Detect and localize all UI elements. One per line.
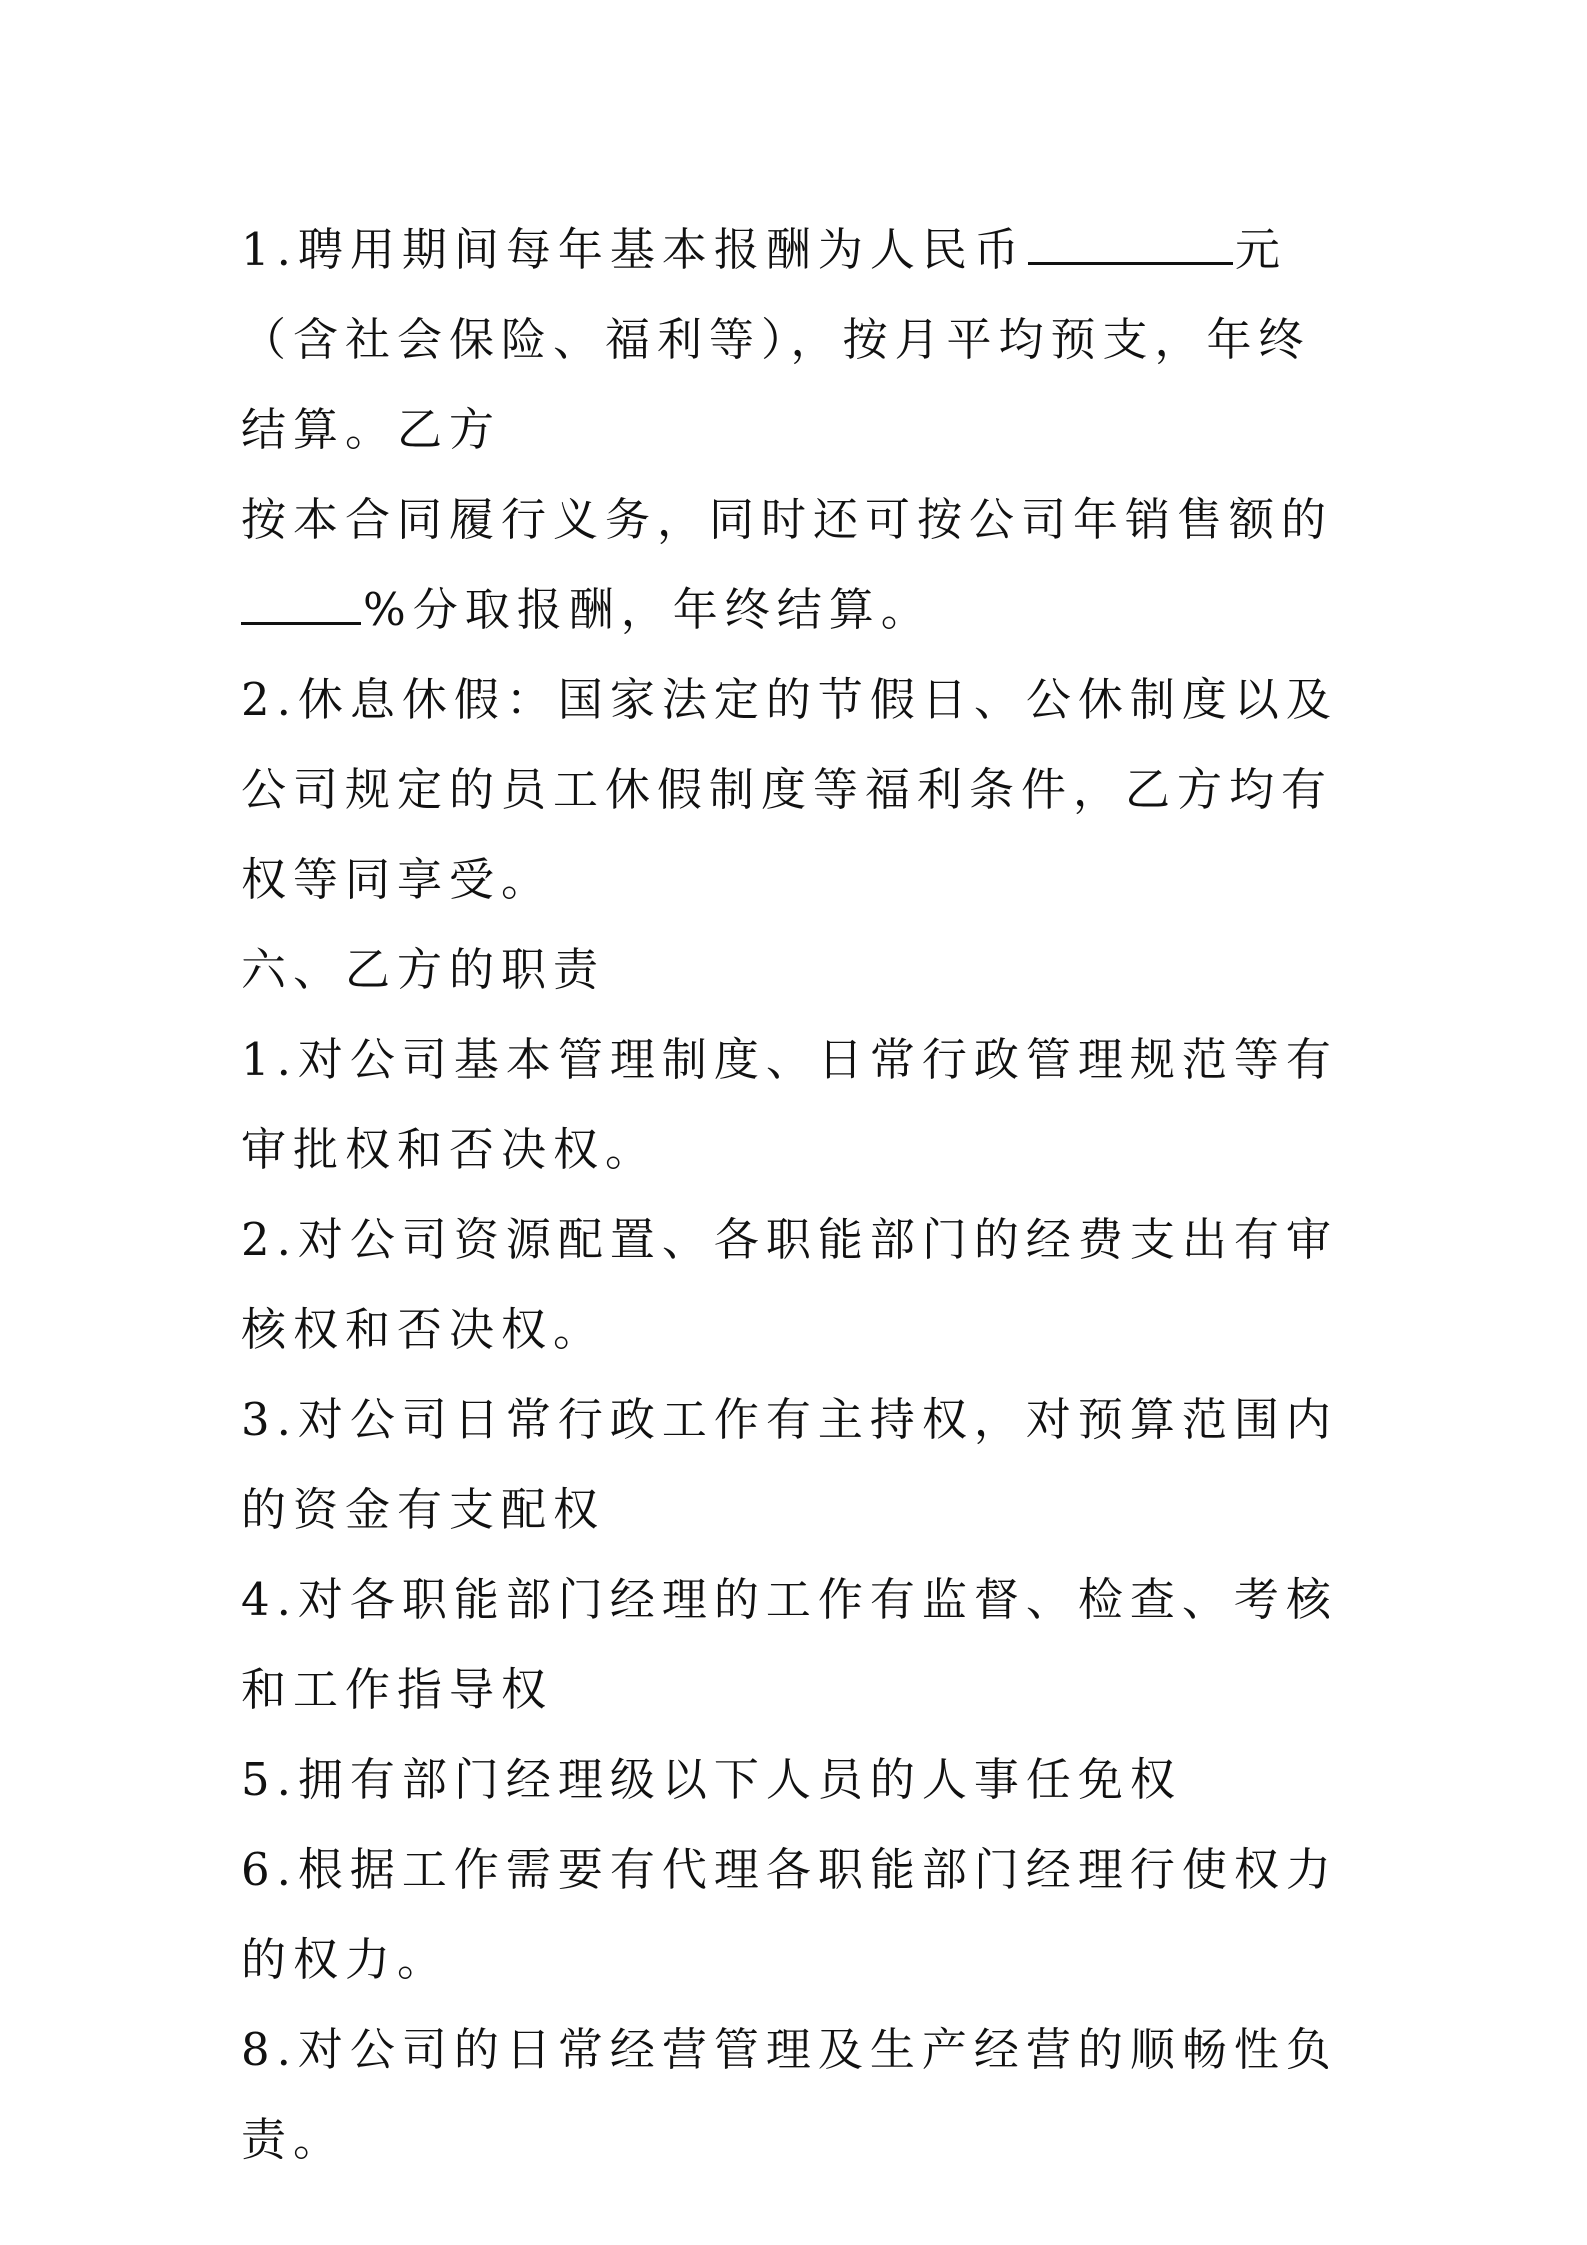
duty-item-2: 2.对公司资源配置、各职能部门的经费支出有审核权和否决权。 (241, 1213, 1338, 1356)
document-body (241, 205, 1361, 2185)
percent-blank-line (241, 578, 361, 625)
salary-text-line2: 会保险、福利等），按月平均预支，年终结算。乙方 (241, 313, 1311, 456)
duty-item-3: 3.对公司日常行政工作有主持权，对预算范围内的资金有支配权 (241, 1393, 1338, 1536)
salary-paragraph (241, 205, 1361, 655)
duty-item-6: 6.根据工作需要有代理各职能部门经理行使权力的权力。 (241, 1843, 1338, 1986)
duty-item-5: 5.拥有部门经理级以下人员的人事任免权 (241, 1753, 1182, 1806)
salary-text-line3: 按本合同履行义务，同时还可按公司年销售额的 (241, 493, 1334, 546)
salary-text-after-amount: 元（含社 (241, 223, 1287, 366)
amount-blank-line (1028, 218, 1233, 265)
duty-item-8: 8.对公司的日常经营管理及生产经营的顺畅性负责。 (241, 2023, 1338, 2166)
salary-text-after-percent: %分取报酬，年终结算。 (363, 583, 933, 636)
leave-paragraph: 2.休息休假：国家法定的节假日、公休制度以及公司规定的员工休假制度等福利条件，乙方均有权等同享受。 (241, 673, 1338, 906)
salary-text-before-amount: 1.聘用期间每年基本报酬为人民币 (241, 223, 1026, 276)
duty-item-4: 4.对各职能部门经理的工作有监督、检查、考核和工作指导权 (241, 1573, 1338, 1716)
duty-item-1: 1.对公司基本管理制度、日常行政管理规范等有审批权和否决权。 (241, 1033, 1338, 1176)
section-heading: 六、乙方的职责 (241, 943, 606, 996)
